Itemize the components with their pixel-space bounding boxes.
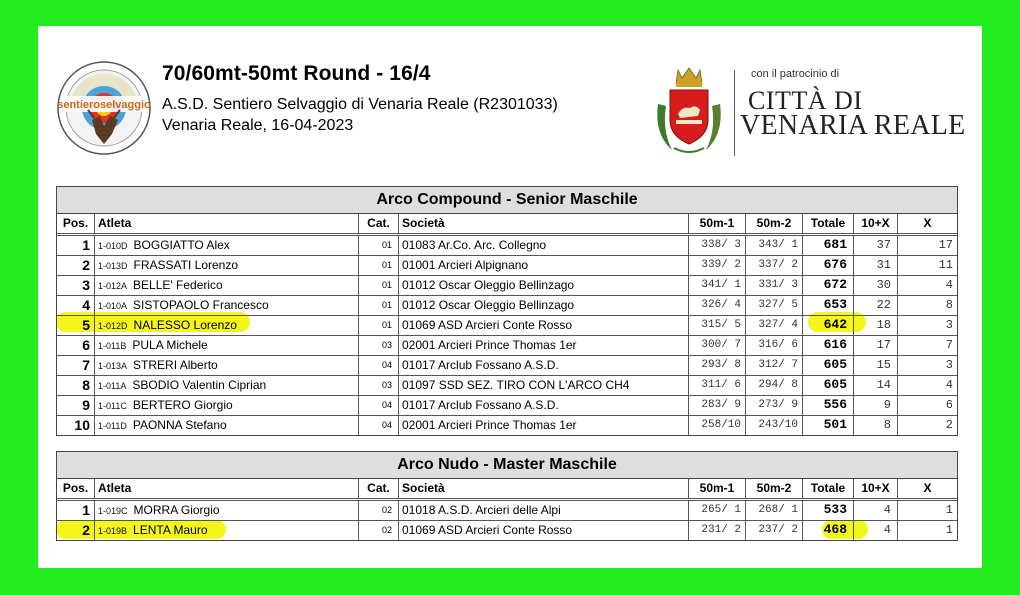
col-x: X [923,216,932,230]
society-cell: 01001 Arcieri Alpignano [399,256,689,275]
x-count-cell: 3 [945,318,953,332]
rank-cell: 4 [57,296,95,315]
score-50m-1-cell: 315/ 5 [689,316,746,335]
category-code-cell: 04 [359,416,399,435]
results-table [56,451,958,541]
score-50m-2-cell: 273/ 9 [746,396,803,415]
athlete-name: SISTOPAOLO Francesco [133,298,269,312]
table-row [57,396,957,416]
score-50m-1-cell: 338/ 3 [689,236,746,255]
athlete-name: PULA Michele [132,338,208,352]
tens-x-cell: 37 [854,236,898,255]
tens-x-cell: 17 [854,336,898,355]
athlete-cell [95,376,359,395]
athlete-name: FRASSATI Lorenzo [133,258,239,272]
table-row [57,316,957,336]
col-50m-1: 50m-1 [689,214,746,233]
athlete-code: 1-012A [98,281,128,291]
athlete-cell [95,521,359,540]
athlete-name: BERTERO Giorgio [132,398,233,412]
page-title: 70/60mt-50mt Round - 16/4 [162,62,431,85]
logo-divider [734,70,735,156]
society-cell: 01012 Oscar Oleggio Bellinzago [399,276,689,295]
x-count-cell: 4 [945,278,953,292]
club-name: A.S.D. Sentiero Selvaggio di Venaria Reale (R2301033) [162,96,558,113]
category-code-cell: 01 [359,316,399,335]
athlete-cell [95,236,359,255]
athlete-name: NALESSO Lorenzo [133,318,237,332]
athlete-name: BELLE' Federico [133,278,223,292]
rank-cell: 8 [57,376,95,395]
col-x: X [923,481,932,495]
category-code-cell: 03 [359,376,399,395]
col-50m-2: 50m-2 [746,479,803,498]
society-cell: 01069 ASD Arcieri Conte Rosso [399,316,689,335]
score-50m-1-cell: 311/ 6 [689,376,746,395]
x-count-cell: 11 [938,258,953,272]
col-pos: Pos. [57,479,95,498]
athlete-cell [95,396,359,415]
score-50m-1-cell: 339/ 2 [689,256,746,275]
athlete-cell [95,276,359,295]
col-society: Società [399,214,689,233]
city-name-line2: VENARIA REALE [740,110,966,141]
col-50m-2: 50m-2 [746,214,803,233]
total-score-cell: 556 [803,396,854,415]
category-title: Arco Nudo - Master Maschile [57,452,957,479]
total-score-cell: 616 [803,336,854,355]
col-10x: 10+X [854,479,898,498]
col-pos: Pos. [57,214,95,233]
category-code-cell: 03 [359,336,399,355]
table-body [57,236,957,435]
tens-x-cell: 14 [854,376,898,395]
x-count-cell: 4 [945,378,953,392]
category-code-cell: 01 [359,236,399,255]
total-score-cell: 681 [803,236,854,255]
score-50m-1-cell: 265/ 1 [689,501,746,520]
score-50m-2-cell: 327/ 5 [746,296,803,315]
athlete-cell [95,501,359,520]
athlete-code: 1-019B [98,526,128,536]
rank-cell: 5 [57,316,95,335]
category-code-cell: 04 [359,356,399,375]
score-50m-1-cell: 293/ 8 [689,356,746,375]
total-score-cell: 653 [803,296,854,315]
score-50m-1-cell: 300/ 7 [689,336,746,355]
score-50m-1-cell: 326/ 4 [689,296,746,315]
athlete-cell [95,336,359,355]
col-society: Società [399,479,689,498]
score-50m-1-cell: 231/ 2 [689,521,746,540]
society-cell: 01069 ASD Arcieri Conte Rosso [399,521,689,540]
score-50m-1-cell: 258/10 [689,416,746,435]
x-count-cell: 2 [945,418,953,432]
col-cat: Cat. [359,214,399,233]
patronage-label: con il patrocinio di [751,68,840,80]
rank-cell: 10 [57,416,95,435]
score-50m-2-cell: 312/ 7 [746,356,803,375]
tens-x-cell: 18 [854,316,898,335]
score-50m-2-cell: 331/ 3 [746,276,803,295]
table-row [57,236,957,256]
athlete-name: LENTA Mauro [133,523,208,537]
score-50m-2-cell: 316/ 6 [746,336,803,355]
athlete-code: 1-010A [98,301,128,311]
total-score-cell: 501 [803,416,854,435]
table-row [57,336,957,356]
rank-cell: 1 [57,501,95,520]
table-row [57,521,957,540]
athlete-code: 1-011A [98,381,127,391]
rank-cell: 7 [57,356,95,375]
table-row [57,501,957,521]
score-50m-2-cell: 268/ 1 [746,501,803,520]
table-body [57,501,957,540]
society-cell: 01017 Arclub Fossano A.S.D. [399,356,689,375]
score-50m-2-cell: 337/ 2 [746,256,803,275]
athlete-cell [95,416,359,435]
athlete-name: STRERI Alberto [133,358,218,372]
results-table [56,186,958,436]
category-code-cell: 02 [359,521,399,540]
athlete-cell [95,356,359,375]
society-cell: 01097 SSD SEZ. TIRO CON L'ARCO CH4 [399,376,689,395]
col-10x: 10+X [854,214,898,233]
score-50m-1-cell: 341/ 1 [689,276,746,295]
rank-cell: 2 [57,256,95,275]
athlete-code: 1-011B [98,341,127,351]
athlete-cell [95,316,359,335]
total-score-cell: 676 [803,256,854,275]
tens-x-cell: 4 [854,521,898,540]
x-count-cell: 3 [945,358,953,372]
athlete-code: 1-011C [98,401,127,411]
athlete-code: 1-011D [98,421,127,431]
score-50m-1-cell: 283/ 9 [689,396,746,415]
place-date: Venaria Reale, 16-04-2023 [162,117,354,134]
society-cell: 01018 A.S.D. Arcieri delle Alpi [399,501,689,520]
society-cell: 01083 Ar.Co. Arc. Collegno [399,236,689,255]
score-50m-2-cell: 294/ 8 [746,376,803,395]
results-sheet [38,26,982,568]
category-title: Arco Compound - Senior Maschile [57,187,957,214]
x-count-cell: 7 [945,338,953,352]
athlete-cell [95,256,359,275]
athlete-code: 1-010D [98,241,128,251]
tens-x-cell: 9 [854,396,898,415]
x-count-cell: 8 [945,298,953,312]
tens-x-cell: 15 [854,356,898,375]
table-row [57,356,957,376]
col-total: Totale [803,479,854,498]
city-crest-icon [652,64,726,158]
category-code-cell: 04 [359,396,399,415]
category-code-cell: 02 [359,501,399,520]
athlete-code: 1-019C [98,506,128,516]
table-row [57,376,957,396]
col-cat: Cat. [359,479,399,498]
athlete-name: BOGGIATTO Alex [133,238,230,252]
society-cell: 01017 Arclub Fossano A.S.D. [399,396,689,415]
x-count-cell: 6 [945,398,953,412]
athlete-name: MORRA Giorgio [133,503,220,517]
category-code-cell: 01 [359,256,399,275]
col-total: Totale [803,214,854,233]
athlete-code: 1-012D [98,321,128,331]
score-50m-2-cell: 343/ 1 [746,236,803,255]
rank-cell: 9 [57,396,95,415]
table-row [57,276,957,296]
athlete-name: PAONNA Stefano [132,418,227,432]
category-code-cell: 01 [359,296,399,315]
table-row [57,296,957,316]
table-header [57,479,957,501]
tens-x-cell: 22 [854,296,898,315]
col-athlete: Atleta [95,479,359,498]
tens-x-cell: 30 [854,276,898,295]
athlete-name: SBODIO Valentin Ciprian [132,378,267,392]
svg-text:sentieroselvaggio: sentieroselvaggio [57,99,151,111]
total-score-cell: 533 [803,501,854,520]
rank-cell: 3 [57,276,95,295]
athlete-cell [95,296,359,315]
society-cell: 02001 Arcieri Prince Thomas 1er [399,336,689,355]
table-row [57,416,957,435]
tens-x-cell: 4 [854,501,898,520]
society-cell: 01012 Oscar Oleggio Bellinzago [399,296,689,315]
table-header [57,214,957,236]
tens-x-cell: 31 [854,256,898,275]
society-cell: 02001 Arcieri Prince Thomas 1er [399,416,689,435]
col-50m-1: 50m-1 [689,479,746,498]
score-50m-2-cell: 237/ 2 [746,521,803,540]
total-score-cell: 642 [803,316,854,335]
total-score-cell: 468 [803,521,854,540]
city-name-line1: CITTÀ DI [748,86,863,115]
total-score-cell: 605 [803,376,854,395]
score-50m-2-cell: 327/ 4 [746,316,803,335]
category-code-cell: 01 [359,276,399,295]
x-count-cell: 1 [945,523,953,537]
tens-x-cell: 8 [854,416,898,435]
athlete-code: 1-013D [98,261,128,271]
x-count-cell: 17 [938,238,953,252]
rank-cell: 6 [57,336,95,355]
rank-cell: 2 [57,521,95,540]
total-score-cell: 605 [803,356,854,375]
col-athlete: Atleta [95,214,359,233]
athlete-code: 1-013A [98,361,128,371]
rank-cell: 1 [57,236,95,255]
total-score-cell: 672 [803,276,854,295]
score-50m-2-cell: 243/10 [746,416,803,435]
x-count-cell: 1 [945,503,953,517]
club-logo [56,60,152,156]
table-row [57,256,957,276]
